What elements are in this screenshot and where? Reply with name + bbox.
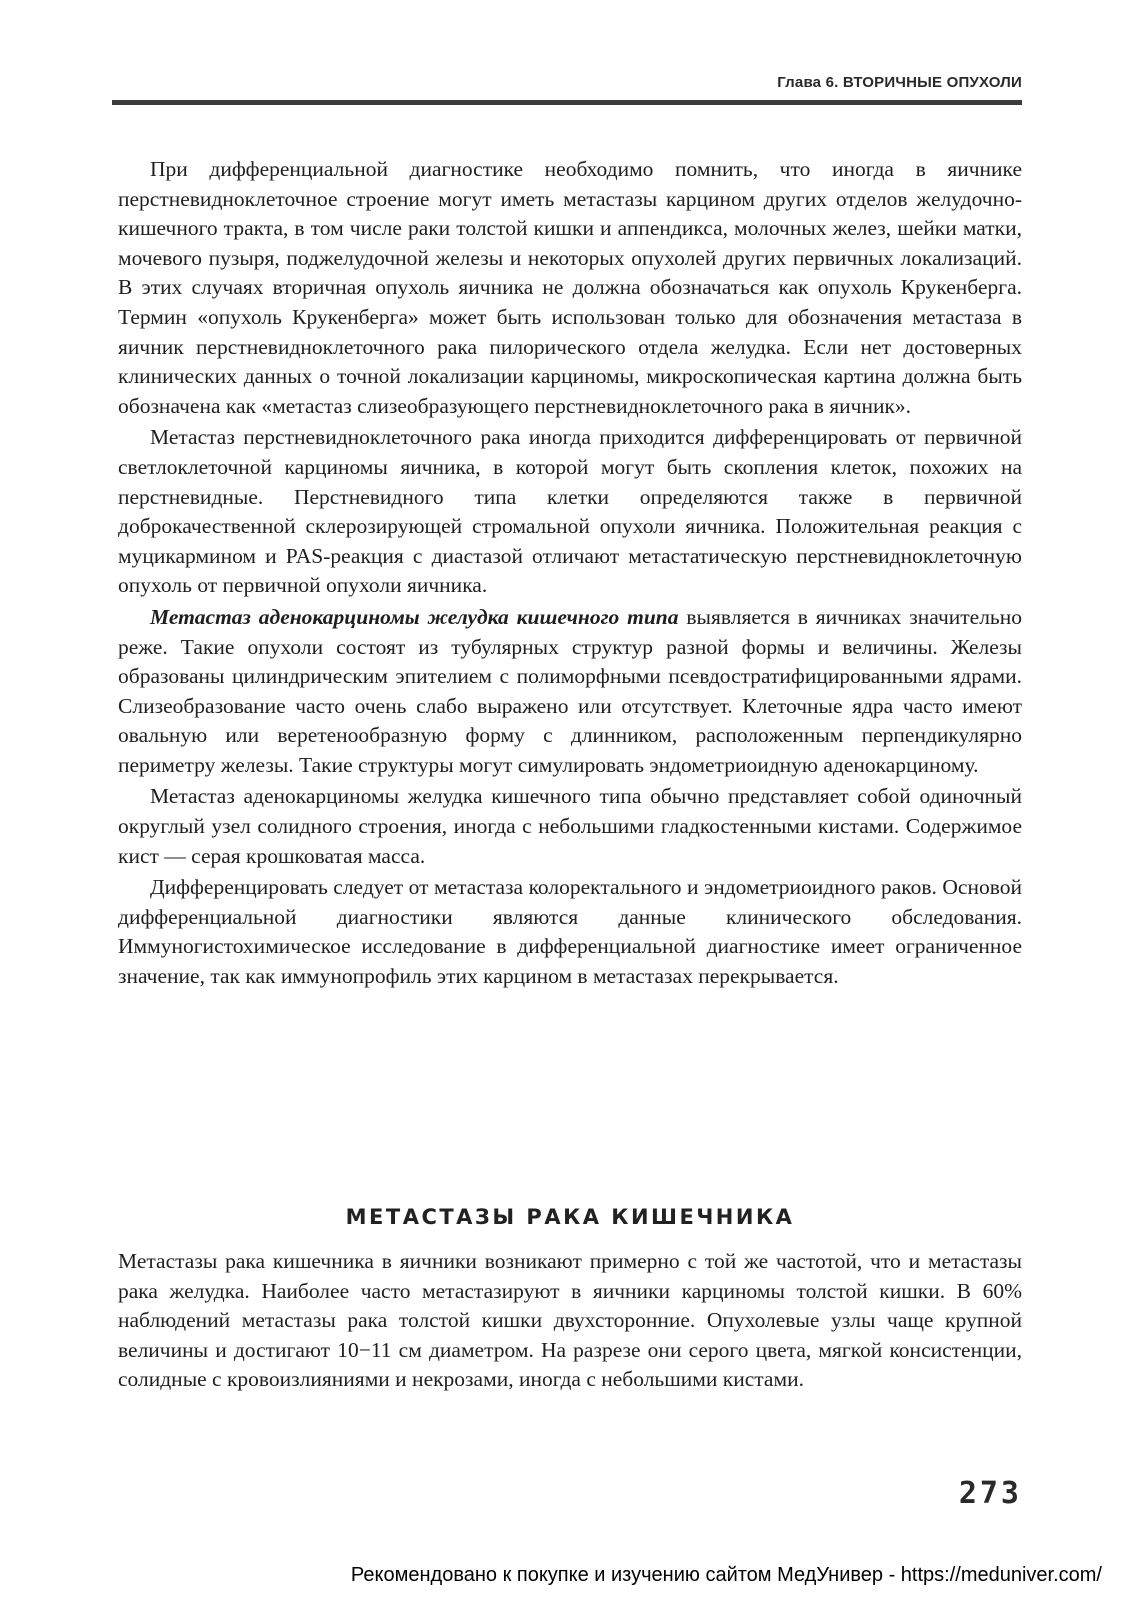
- paragraph-differential: При дифференциальной диагностике необходимо помнить, что иногда в яичнике перстневидноклеточное строение могут иметь метастазы карцином других отделов желудочно-кишечного тракта, в том числе раки толстой кишки и аппендикса, молочных желез, шейки матки, мочевого пузыря, поджелудочной железы и некоторых опухолей других первичных локализаций. В этих случаях вторичная опухоль яичника не должна обозначаться как опухоль Крукенберга. Термин «опухоль Крукенберга» может быть использован только для обозначения метастаза в яичник перстневидноклеточного рака пилорического отдела желудка. Если нет достоверных клинических данных о точной локализации карциномы, микроскопическая картина должна быть обозначена как «метастаз слизеобразующего перстневидноклеточного рака в яичник».: [118, 157, 1022, 418]
- header-rule: [112, 100, 1022, 105]
- footer-recommendation[interactable]: Рекомендовано к покупке и изучению сайтом МедУнивер - https://meduniver.com/: [350, 1564, 1102, 1586]
- paragraph-differentiate: Дифференцировать следует от метастаза колоректального и эндометриоидного раков. Основой дифференциальной диагностики являются данные клинического обследования. Иммуногистохимическое исследование в дифференциальной диагностике имеет ограниченное значение, так как иммунопрофиль этих карцином в метастазах перекрывается.: [118, 875, 1022, 989]
- paragraph-intestinal-type: [118, 603, 1022, 781]
- section-text: [118, 1247, 1022, 1395]
- page-number: 273: [958, 1476, 1022, 1511]
- running-head: Глава 6. ВТОРИЧНЫЕ ОПУХОЛИ: [777, 74, 1022, 91]
- main-text: [118, 155, 1022, 992]
- paragraph-intestinal-metastases: Метастазы рака кишечника в яичники возникают примерно с той же частотой, что и метастазы рака желудка. Наиболее часто метастазируют в яичники карциномы толстой кишки. В 60% наблюдений метастазы рака толстой кишки двухсторонние. Опухолевые узлы чаще крупной величины и достигают 10−11 см диаметром. На разрезе они серого цвета, мягкой консистенции, солидные с кровоизлияниями и некрозами, иногда с небольшими кистами.: [118, 1249, 1022, 1392]
- paragraph-solitary-node: Метастаз аденокарциномы желудка кишечного типа обычно представляет собой одиночный округлый узел солидного строения, иногда с небольшими гладкостенными кистами. Содержимое кист — серая крошковатая масса.: [118, 784, 1022, 868]
- term-paragraph-rest: выявляется в яичниках значительно реже. Такие опухоли состоят из тубулярных структур разной формы и величины. Железы образованы цилиндрическим эпителием с полиморфными псевдостратифицированными ядрами. Слизеобразование часто очень слабо выражено или отсутствует. Клеточные ядра часто имеют овальную или веретенообразную форму с длинником, расположенным перпендикулярно периметру железы. Такие структуры могут симулировать эндометриоидную аденокарциному.: [118, 604, 1022, 777]
- term-highlight: Метастаз аденокарциномы желудка кишечного типа: [150, 604, 679, 629]
- paragraph-signet-ring: Метастаз перстневидноклеточного рака иногда приходится дифференцировать от первичной светлоклеточной карциномы яичника, в которой могут быть скопления клеток, похожих на перстневидные. Перстневидного типа клетки определяются также в первичной доброкачественной склерозирующей стромальной опухоли яичника. Положительная реакция с муцикармином и PAS-реакция с диастазой отличают метастатическую перстневидноклеточную опухоль от первичной опухоли яичника.: [118, 425, 1022, 598]
- section-heading: МЕТАСТАЗЫ РАКА КИШЕЧНИКА: [345, 1205, 795, 1229]
